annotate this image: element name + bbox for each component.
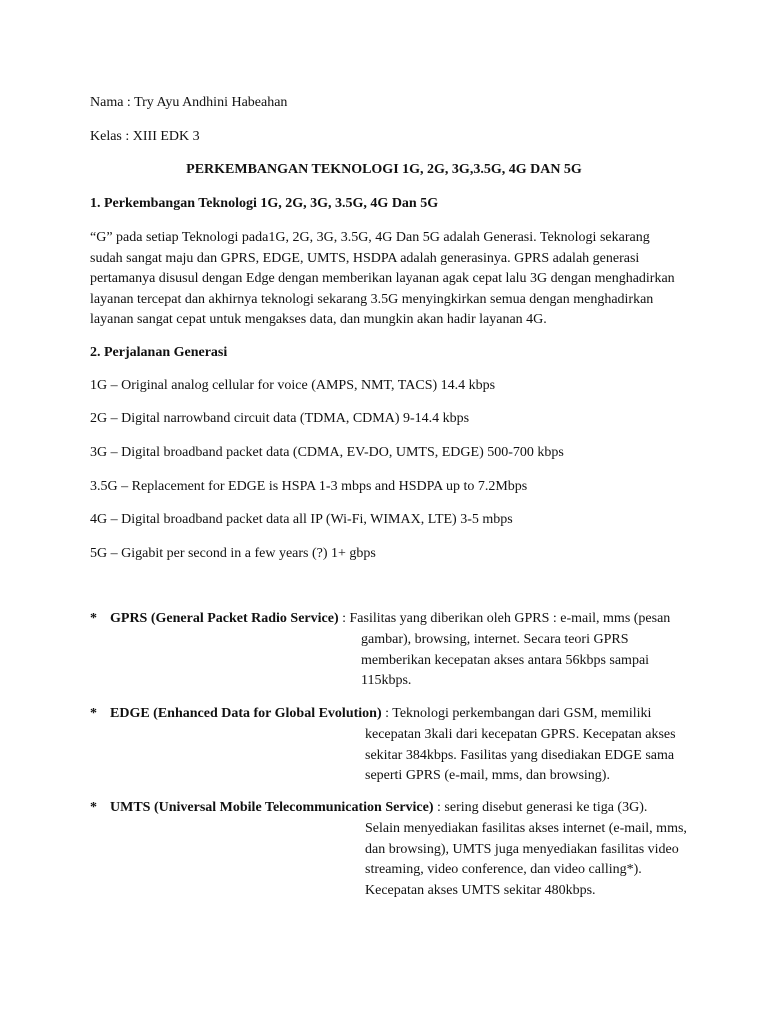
section1-paragraph (90, 228, 730, 331)
bullet-line: kecepatan 3kali dari kecepatan GPRS. Kecepatan akses (365, 727, 676, 742)
bullet-line: sekitar 384kbps. Fasilitas yang disediakan EDGE sama (365, 747, 675, 763)
bullet-edge (90, 704, 651, 724)
bullet-gprs (90, 609, 670, 629)
bullet-text: : sering disebut generasi ke tiga (3G). (433, 800, 648, 815)
section2-heading: 2. Perjalanan Generasi (90, 345, 228, 360)
generation-item: 3G – Digital broadband packet data (CDMA, EV-DO, UMTS, EDGE) 500-700 kbps (90, 445, 564, 460)
generation-item: 2G – Digital narrowband circuit data (TDMA, CDMA) 9-14.4 kbps (90, 411, 470, 426)
asterisk-icon: * (90, 800, 97, 815)
bullet-line: memberikan kecepatan akses antara 56kbps sampai (361, 652, 650, 668)
asterisk-icon: * (90, 706, 97, 721)
asterisk-icon: * (90, 611, 97, 626)
generation-item: 5G – Gigabit per second in a few years (?) 1+ gbps (90, 546, 376, 561)
generation-item: 3.5G – Replacement for EDGE is HSPA 1-3 mbps and HSDPA up to 7.2Mbps (90, 479, 528, 494)
bullet-line: streaming, video conference, dan video calling*). (365, 862, 642, 877)
section1-heading: 1. Perkembangan Teknologi 1G, 2G, 3G, 3.5G, 4G Dan 5G (90, 196, 439, 211)
bullet-term: GPRS (General Packet Radio Service) (110, 611, 339, 626)
bullet-text: : Fasilitas yang diberikan oleh GPRS : e-mail, mms (pesan (338, 611, 671, 626)
bullet-text: : Teknologi perkembangan dari GSM, memiliki (381, 706, 652, 721)
paragraph-line: pertamanya disusul dengan Edge dengan memberikan layanan agak cepat lalu 3G dengan menghadirkan (90, 271, 675, 286)
bullet-line: seperti GPRS (e-mail, mms, dan browsing). (365, 768, 610, 783)
bullet-umts-continuation (365, 819, 687, 901)
generation-item: 1G – Original analog cellular for voice (AMPS, NMT, TACS) 14.4 kbps (90, 378, 496, 393)
bullet-term: EDGE (Enhanced Data for Global Evolution) (110, 706, 382, 721)
bullet-line: gambar), browsing, internet. Secara teori GPRS (361, 632, 629, 647)
bullet-line: 115kbps. (361, 673, 412, 688)
bullet-term: UMTS (Universal Mobile Telecommunication Service) (110, 800, 434, 815)
bullet-edge-continuation (365, 725, 676, 787)
generation-item: 4G – Digital broadband packet data all IP (Wi-Fi, WIMAX, LTE) 3-5 mbps (90, 512, 513, 527)
paragraph-line: layanan sangat cepat untuk mengakses data, dan mungkin akan hadir layanan 4G. (90, 312, 547, 327)
paragraph-line: layanan tercepat dan akhirnya teknologi sekarang 3.5G menyingkirkan semua dengan menghadirkan (90, 291, 654, 307)
bullet-line: Selain menyediakan fasilitas akses internet (e-mail, mms, (365, 821, 687, 836)
document-title: PERKEMBANGAN TEKNOLOGI 1G, 2G, 3G,3.5G, 4G DAN 5G (186, 162, 582, 177)
student-class: Kelas : XIII EDK 3 (90, 129, 200, 144)
bullet-line: dan browsing), UMTS juga menyediakan fasilitas video (365, 841, 679, 857)
paragraph-line: “G” pada setiap Teknologi pada1G, 2G, 3G, 3.5G, 4G Dan 5G adalah Generasi. Teknologi sekarang (90, 230, 650, 245)
bullet-gprs-continuation (361, 630, 649, 692)
student-name: Nama : Try Ayu Andhini Habeahan (90, 95, 288, 110)
bullet-line: Kecepatan akses UMTS sekitar 480kbps. (365, 882, 596, 898)
bullet-umts (90, 798, 647, 818)
paragraph-line: sudah sangat maju dan GPRS, EDGE, UMTS, HSDPA adalah generasinya. GPRS adalah generasi (90, 250, 640, 266)
